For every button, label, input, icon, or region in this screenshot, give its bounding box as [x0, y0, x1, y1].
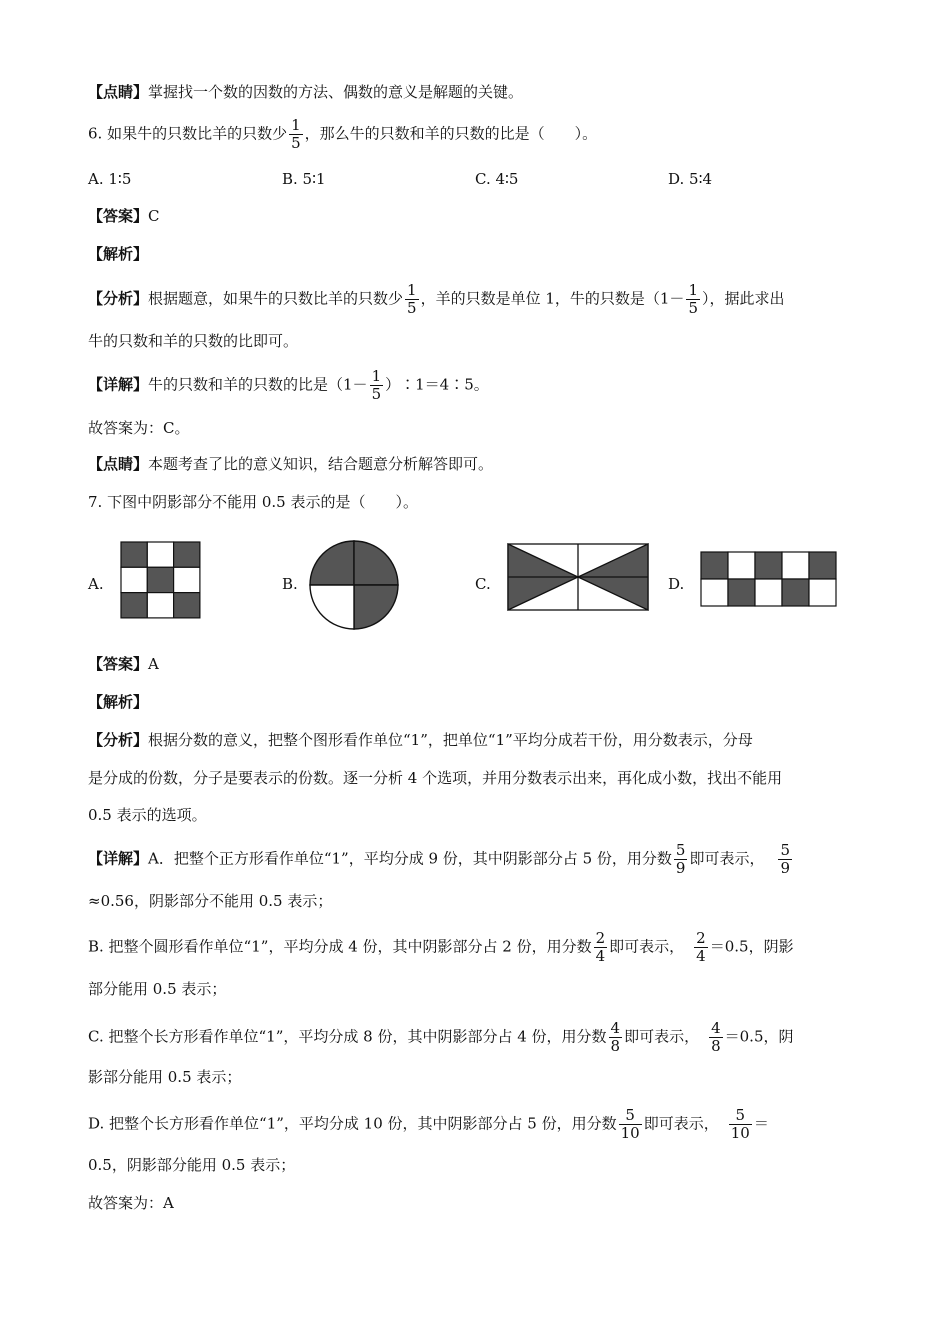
fenxi-tag: 【分析】	[88, 731, 149, 749]
q7-jiexi: 【解析】	[88, 693, 149, 711]
numerator: 4	[711, 1019, 721, 1037]
denominator: 5	[371, 385, 382, 403]
numerator: 5	[675, 841, 686, 859]
numerator: 1	[688, 281, 698, 299]
q7-detail-a-cont: ≈0.56，阴影部分不能用 0.5 表示；	[88, 892, 333, 910]
numerator: 1	[407, 281, 417, 299]
fig-label-a: A.	[88, 575, 104, 593]
detail-c-1: C. 把整个长方形看作单位“1”，平均分成 8 份，其中阴影部分占 4 份，用分数	[88, 1027, 607, 1046]
answer-tag: 【答案】	[88, 655, 149, 673]
q7-fenxi-3: 0.5 表示的选项。	[88, 806, 207, 824]
figure-a-square-grid	[120, 541, 202, 619]
q7-answer	[88, 654, 159, 674]
q7-detail-b	[88, 930, 794, 965]
detail-b-2: 即可表示，	[609, 937, 685, 956]
fenxi-b: ，羊的只数是单位 1，牛的只数是（1－	[420, 289, 685, 308]
fraction	[619, 1107, 642, 1142]
detail-d-3: ＝	[753, 1114, 769, 1133]
fraction	[686, 282, 700, 317]
figure-b-circle	[308, 539, 400, 631]
q7-detail-c-cont: 影部分能用 0.5 表示；	[88, 1068, 242, 1086]
xiangjie-tag: 【详解】	[88, 849, 149, 868]
detail-a-1: A．把整个正方形看作单位“1”，平均分成 9 份，其中阴影部分占 5 份，用分数	[148, 849, 672, 868]
answer-value: C	[148, 207, 160, 225]
denominator: 8	[711, 1037, 721, 1055]
q7-fenxi-1	[88, 730, 753, 750]
q7-detail-b-cont: 部分能用 0.5 表示；	[88, 980, 227, 998]
fenxi-c: ），据此求出	[701, 289, 785, 308]
fraction	[289, 117, 303, 152]
answer-value: A	[148, 655, 159, 673]
numerator: 5	[619, 1107, 642, 1125]
fig-label-d: D.	[668, 575, 685, 593]
q6-stem	[88, 117, 597, 152]
q6-option-d: D. 5∶4	[668, 170, 713, 188]
denominator: 5	[688, 299, 698, 317]
q6-stem-a: 6. 如果牛的只数比羊的只数少	[88, 124, 288, 143]
denominator: 5	[407, 299, 417, 317]
fraction	[694, 930, 708, 965]
q6-fenxi	[88, 282, 785, 317]
xiangjie-b: ）∶1＝4∶5。	[385, 375, 489, 394]
q7-detail-d	[88, 1107, 769, 1142]
fraction	[709, 1020, 723, 1055]
q6-option-b: B. 5∶1	[282, 170, 326, 188]
denominator: 10	[620, 1124, 640, 1142]
q6-answer	[88, 206, 160, 226]
figure-c-rectangle	[507, 543, 649, 611]
figure-d-rectangle-grid	[700, 551, 838, 607]
fraction	[594, 930, 608, 965]
detail-a-2: 即可表示，	[689, 849, 765, 868]
q6-option-c: C. 4∶5	[475, 170, 519, 188]
denominator: 8	[610, 1037, 621, 1055]
fenxi-a: 根据题意，如果牛的只数比羊的只数少	[148, 289, 404, 308]
numerator: 1	[371, 367, 382, 385]
detail-d-2: 即可表示，	[643, 1114, 719, 1133]
xiangjie-a: 牛的只数和羊的只数的比是（1－	[148, 375, 368, 394]
denominator: 9	[675, 859, 686, 877]
fenxi-tag: 【分析】	[88, 289, 149, 308]
detail-b-1: B. 把整个圆形看作单位“1”，平均分成 4 份，其中阴影部分占 2 份，用分数	[88, 937, 592, 956]
q6-fenxi-line2: 牛的只数和羊的只数的比即可。	[88, 332, 299, 350]
q7-stem: 7. 下图中阴影部分不能用 0.5 表示的是（ ）。	[88, 493, 418, 511]
xiangjie-tag: 【详解】	[88, 375, 149, 394]
numerator: 5	[729, 1107, 752, 1125]
fraction	[778, 842, 792, 877]
denominator: 9	[780, 859, 791, 877]
fenxi-text: 根据分数的意义，把整个图形看作单位“1”，把单位“1”平均分成若干份，用分数表示，分母	[148, 731, 753, 749]
dianjing-text: 本题考查了比的意义知识，结合题意分析解答即可。	[148, 455, 494, 473]
denominator: 5	[291, 134, 301, 152]
q6-final: 故答案为：C。	[88, 419, 190, 437]
detail-b-3: ＝0.5，阴影	[709, 937, 794, 956]
fraction	[729, 1107, 752, 1142]
dianjing-line	[88, 82, 523, 102]
q6-stem-b: ，那么牛的只数和羊的只数的比是（ ）。	[304, 124, 598, 143]
q6-option-a: A. 1∶5	[88, 170, 132, 188]
fig-label-b: B.	[282, 575, 298, 593]
q6-jiexi: 【解析】	[88, 245, 149, 263]
fig-label-c: C.	[475, 575, 491, 593]
fraction	[405, 282, 419, 317]
q6-dianjing	[88, 454, 493, 474]
q7-detail-d-cont: 0.5，阴影部分能用 0.5 表示；	[88, 1156, 296, 1174]
q7-detail-a	[88, 842, 794, 877]
dianjing-text: 掌握找一个数的因数的方法、偶数的意义是解题的关键。	[148, 83, 524, 101]
denominator: 4	[595, 947, 606, 965]
detail-c-2: 即可表示，	[624, 1027, 700, 1046]
numerator: 2	[595, 929, 606, 947]
q7-fenxi-2: 是分成的份数，分子是要表示的份数。逐一分析 4 个选项，并用分数表示出来，再化成小数，找出不能用	[88, 769, 783, 787]
numerator: 5	[780, 841, 791, 859]
q7-final: 故答案为：A	[88, 1194, 174, 1212]
fraction	[674, 842, 688, 877]
q6-xiangjie	[88, 368, 489, 403]
dianjing-tag: 【点睛】	[88, 83, 149, 101]
answer-tag: 【答案】	[88, 207, 149, 225]
numerator: 1	[291, 116, 301, 134]
q7-detail-c	[88, 1020, 794, 1055]
dianjing-tag: 【点睛】	[88, 455, 149, 473]
numerator: 4	[610, 1019, 621, 1037]
numerator: 2	[696, 929, 706, 947]
detail-c-3: ＝0.5，阴	[724, 1027, 794, 1046]
fraction	[609, 1020, 623, 1055]
fraction	[370, 368, 384, 403]
detail-d-1: D. 把整个长方形看作单位“1”，平均分成 10 份，其中阴影部分占 5 份，用分数	[88, 1114, 617, 1133]
denominator: 4	[696, 947, 706, 965]
denominator: 10	[730, 1124, 750, 1142]
